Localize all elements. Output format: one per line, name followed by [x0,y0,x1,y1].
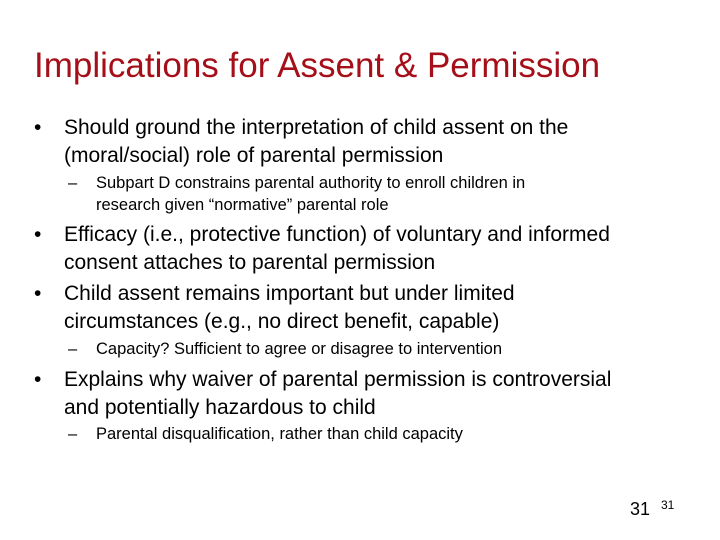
sub-bullet-text [96,338,696,360]
dash-marker: – [68,425,78,443]
bullet-line: Efficacy (i.e., protective function) of voluntary and informed [64,223,610,246]
bullet-line: and potentially hazardous to child [64,396,376,419]
bullet-line: (moral/social) role of parental permission [64,144,444,167]
sub-bullet-line: Parental disqualification, rather than child capacity [96,425,463,443]
sub-bullet-line: research given “normative” parental role [96,196,389,214]
sub-bullet-text [96,172,696,216]
dash-marker: – [68,174,78,192]
page-number-small: 31 [661,498,675,512]
bullet-line: consent attaches to parental permission [64,251,436,274]
dash-marker: – [68,340,78,358]
bullet-line: Explains why waiver of parental permission is controversial [64,368,612,391]
sub-bullet-text [96,423,696,445]
bullet-text [64,280,704,336]
page-number: 31 [630,499,651,519]
sub-bullet-line: Subpart D constrains parental authority to enroll children in [96,174,526,192]
sub-bullet-line: Capacity? Sufficient to agree or disagree to intervention [96,340,503,358]
bullet-line: circumstances (e.g., no direct benefit, capable) [64,310,500,333]
bullet-marker: • [34,368,42,391]
bullet-text [64,221,704,277]
bullet-line: Child assent remains important but under limited [64,282,515,305]
bullet-marker: • [34,223,42,246]
bullet-text [64,114,704,170]
bullet-marker: • [34,282,42,305]
slide-title: Implications for Assent & Permission [34,46,601,85]
bullet-line: Should ground the interpretation of child assent on the [64,116,569,139]
bullet-text [64,366,704,422]
bullet-marker: • [34,116,42,139]
